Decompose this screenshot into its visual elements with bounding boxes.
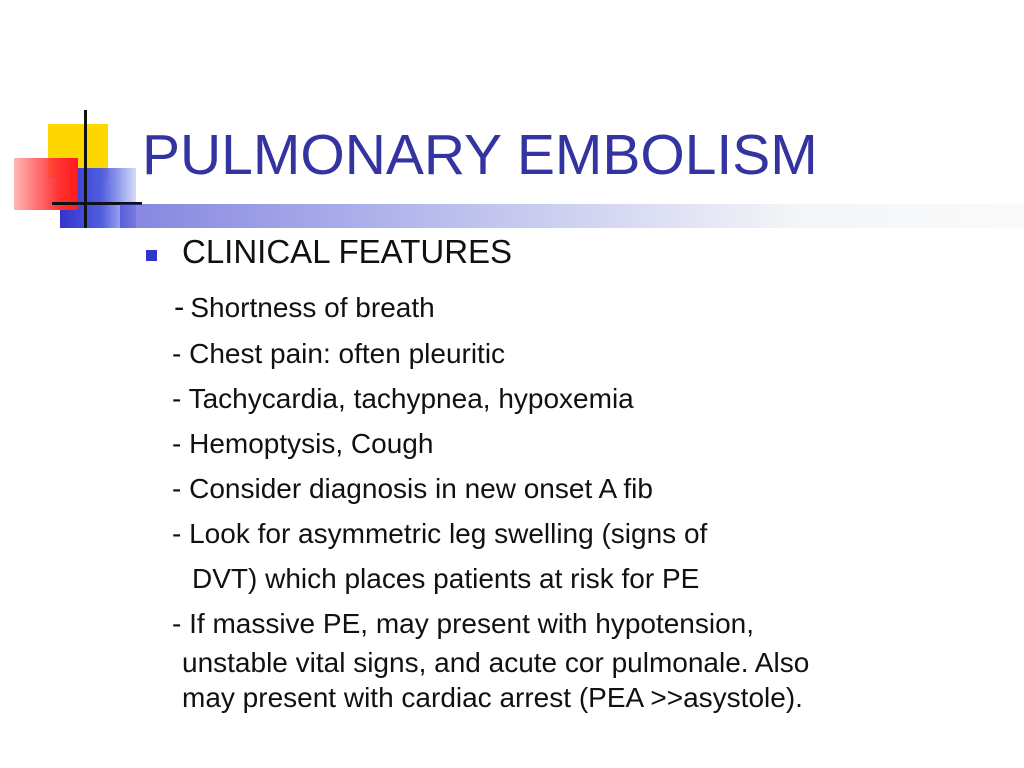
title-underline-gradient	[120, 204, 1024, 228]
list-item-text: Shortness of breath	[190, 292, 435, 323]
logo-vertical-line	[84, 110, 87, 228]
square-bullet-icon	[146, 250, 157, 261]
list-item: - Look for asymmetric leg swelling (signs of	[172, 518, 708, 549]
list-item-continuation: DVT) which places patients at risk for PE	[192, 563, 700, 594]
slide-title: PULMONARY EMBOLISM	[142, 123, 818, 187]
list-item: - Hemoptysis, Cough	[172, 428, 434, 459]
section-heading: CLINICAL FEATURES	[182, 233, 513, 270]
list-item: - Chest pain: often pleuritic	[172, 338, 506, 369]
list-item: - Consider diagnosis in new onset A fib	[172, 473, 653, 504]
list-item	[174, 290, 435, 325]
list-item: - If massive PE, may present with hypotension,	[172, 608, 755, 639]
list-item-continuation: may present with cardiac arrest (PEA >>asystole).	[182, 682, 803, 713]
dash-glyph: -	[174, 289, 185, 324]
list-item-continuation: unstable vital signs, and acute cor pulmonale. Also	[182, 647, 810, 678]
list-item: - Tachycardia, tachypnea, hypoxemia	[172, 383, 634, 414]
